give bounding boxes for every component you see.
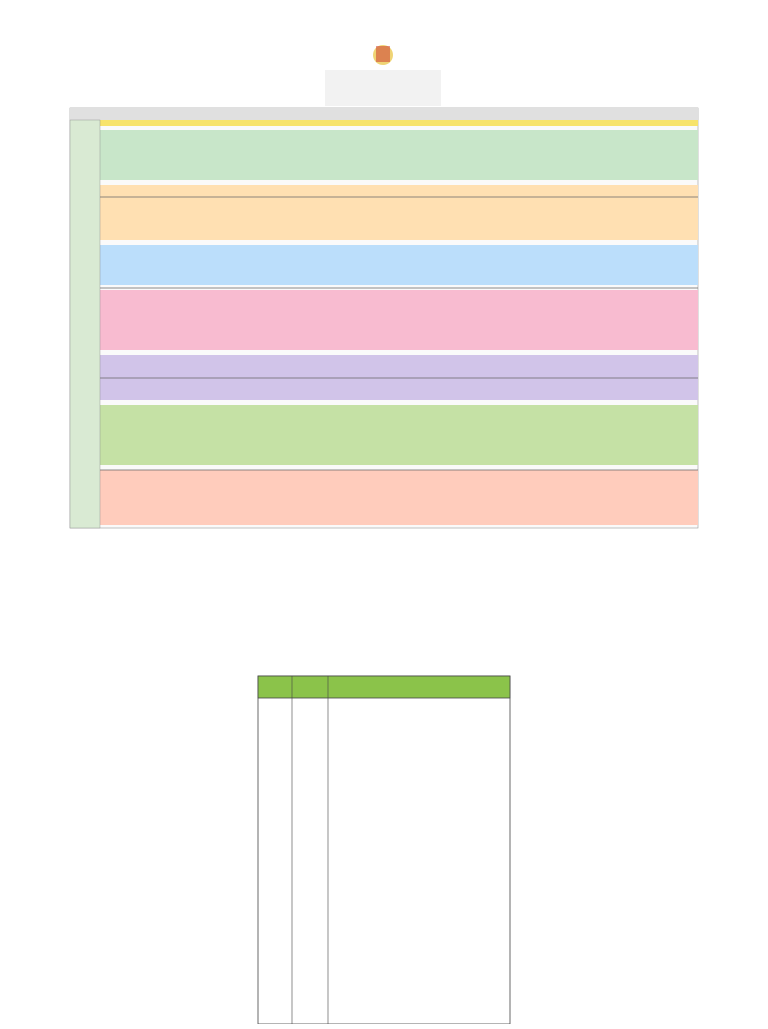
header-lines (325, 70, 441, 106)
crest-icon (373, 45, 393, 65)
timetable (70, 108, 698, 528)
teacher-table (258, 676, 510, 1024)
